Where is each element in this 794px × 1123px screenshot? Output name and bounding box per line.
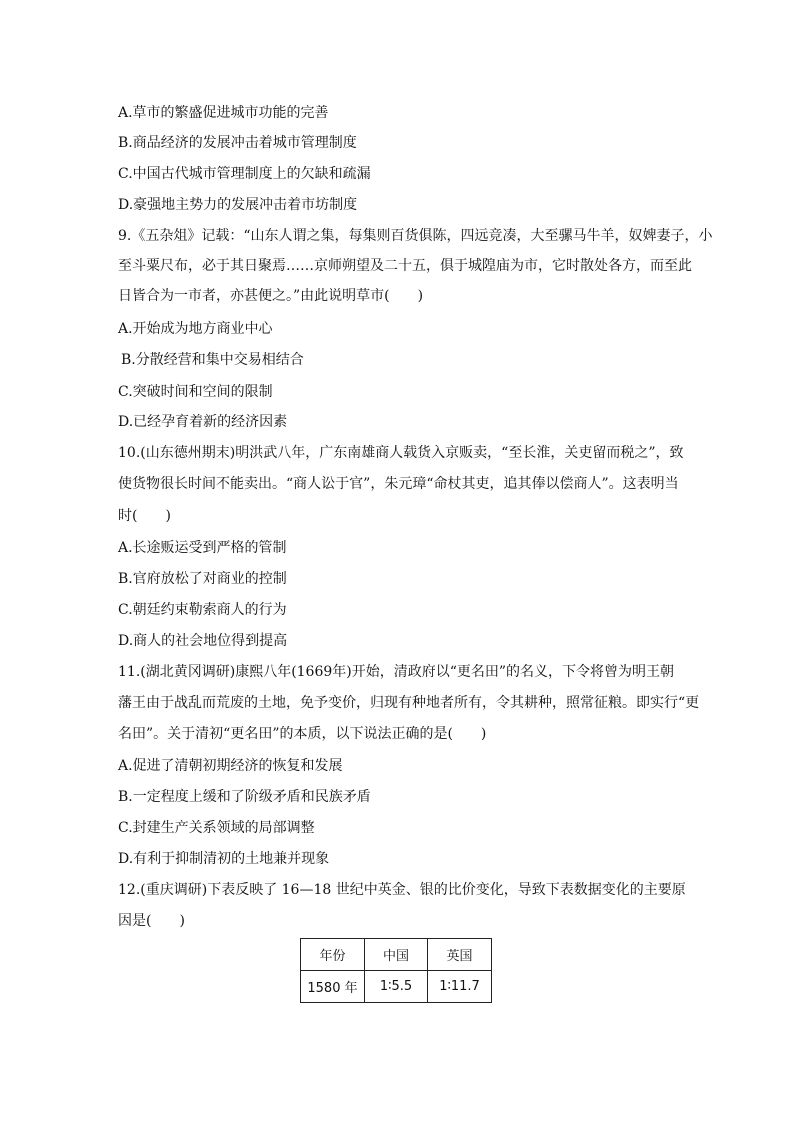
- q9-option-a: A.开始成为地方商业中心: [118, 321, 273, 337]
- table-row: [301, 971, 492, 1003]
- q10-option-c: C.朝廷约束勒索商人的行为: [118, 602, 287, 618]
- q10-option-a: A.长途贩运受到严格的管制: [118, 540, 287, 556]
- q9-stem-line-2: 至斗粟尺布，必于其日聚焉……京师朔望及二十五，俱于城隍庙为市，它时散处各方，而至此: [118, 258, 692, 274]
- q9-option-b: B.分散经营和集中交易相结合: [121, 352, 304, 368]
- q11-option-a: A.促进了清朝初期经济的恢复和发展: [118, 758, 343, 774]
- q8-option-a: A.草市的繁盛促进城市功能的完善: [118, 105, 329, 121]
- q12-stem-line-1: 12.(重庆调研)下表反映了 16—18 世纪中英金、银的比价变化，导致下表数据变化的主要原: [118, 882, 686, 898]
- q10-stem-line-3: 时( ): [118, 508, 171, 524]
- q10-stem-line-1: 10.(山东德州期末)明洪武八年，广东南雄商人载货入京贩卖，“至长淮，关吏留而税之”，致: [118, 445, 684, 461]
- q8-option-c: C.中国古代城市管理制度上的欠缺和疏漏: [118, 166, 371, 182]
- q11-option-c: C.封建生产关系领域的局部调整: [118, 820, 315, 836]
- table-header-year: 年份: [301, 939, 365, 971]
- q9-stem-line-1: 9.《五杂俎》记载：“山东人谓之集，每集则百货俱陈，四远竞凑，大至骡马牛羊，奴婢妻子，小: [118, 228, 713, 244]
- q11-option-d: D.有利于抑制清初的土地兼并现象: [118, 851, 330, 867]
- table-cell-year: 1580 年: [301, 971, 365, 1003]
- q9-option-c: C.突破时间和空间的限制: [118, 384, 273, 400]
- table-cell-england-ratio: 1∶11.7: [428, 971, 492, 1003]
- q8-option-d: D.豪强地主势力的发展冲击着市坊制度: [118, 197, 358, 213]
- table-header-row: [301, 939, 492, 971]
- table-header-england: 英国: [428, 939, 492, 971]
- table-cell-china-ratio: 1∶5.5: [365, 971, 428, 1003]
- q11-stem-line-3: 名田”。关于清初“更名田”的本质，以下说法正确的是( ): [118, 726, 487, 742]
- q10-option-d: D.商人的社会地位得到提高: [118, 633, 288, 649]
- q8-option-b: B.商品经济的发展冲击着城市管理制度: [118, 135, 357, 151]
- q10-stem-line-2: 使货物很长时间不能卖出。“商人讼于官”，朱元璋“命杖其吏，追其俸以偿商人”。这表明当: [118, 476, 679, 492]
- gold-silver-ratio-table: [300, 938, 492, 1003]
- q10-option-b: B.官府放松了对商业的控制: [118, 571, 287, 587]
- q11-stem-line-2: 藩王由于战乱而荒废的土地，免予变价，归现有种地者所有，令其耕种，照常征粮。即实行“更: [118, 695, 700, 711]
- q12-stem-line-2: 因是( ): [118, 913, 185, 929]
- q9-stem-line-3: 日皆合为一市者，亦甚便之。”由此说明草市( ): [118, 288, 424, 304]
- table-header-china: 中国: [365, 939, 428, 971]
- q11-stem-line-1: 11.(湖北黄冈调研)康熙八年(1669年)开始，清政府以“更名田”的名义，下令将曾为明王朝: [118, 664, 675, 680]
- q9-option-d: D.已经孕育着新的经济因素: [118, 414, 288, 430]
- q11-option-b: B.一定程度上缓和了阶级矛盾和民族矛盾: [118, 789, 371, 805]
